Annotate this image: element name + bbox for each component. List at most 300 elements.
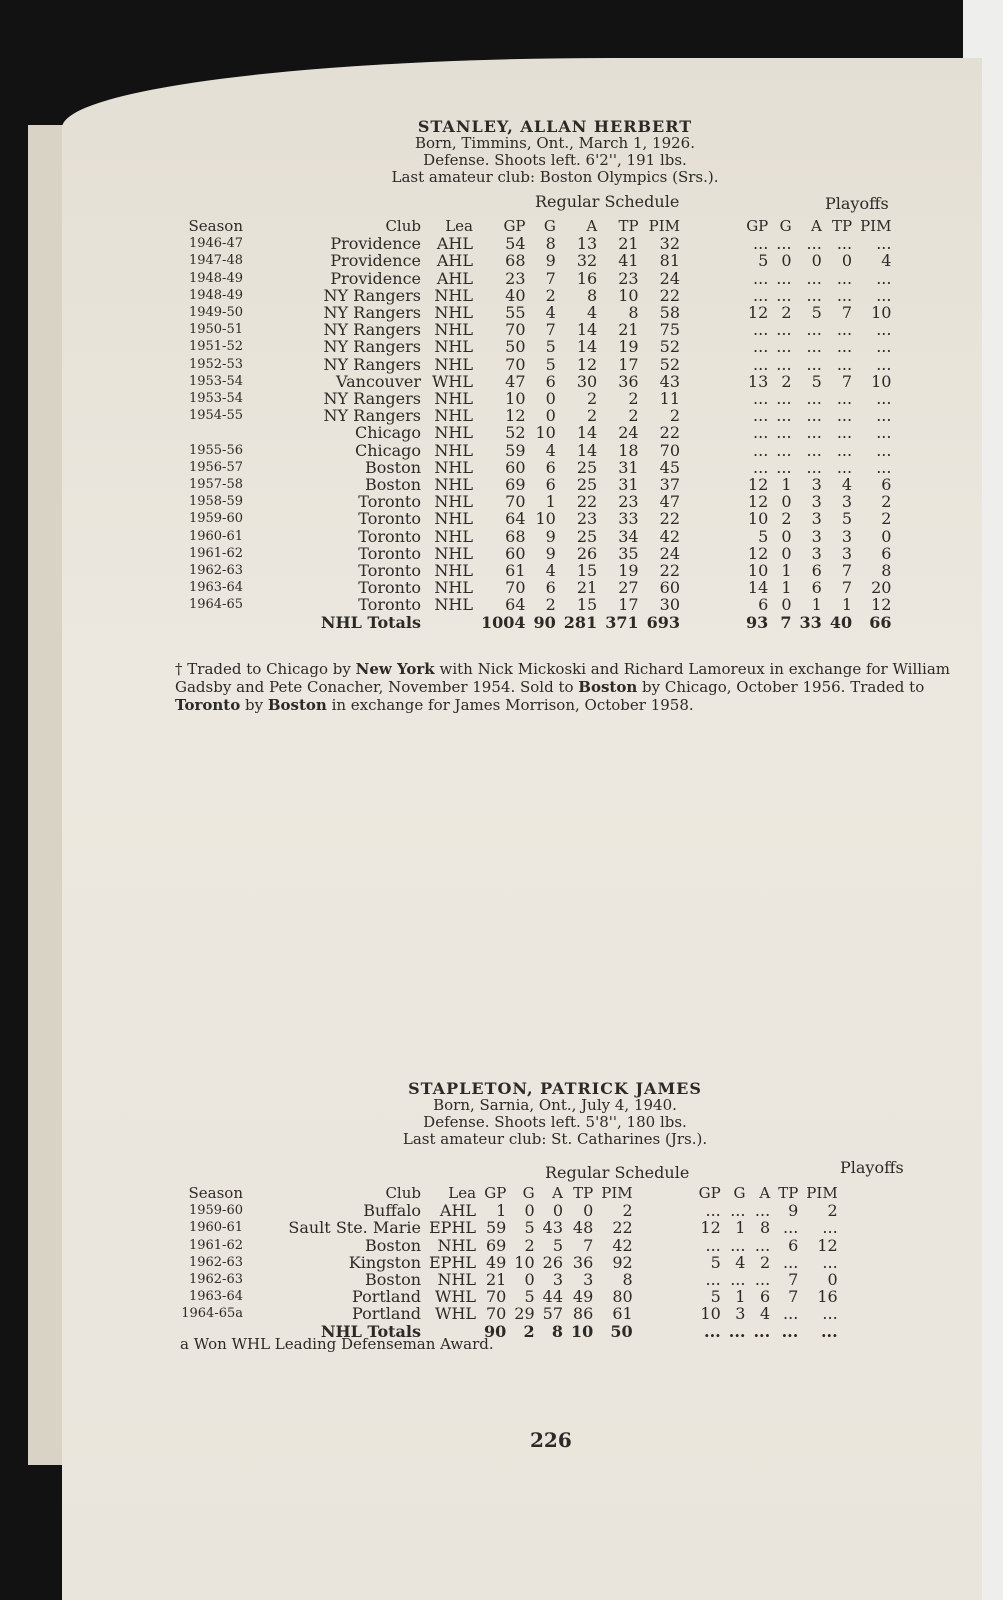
cell-season: 1959-60 (188, 511, 243, 527)
col-lea: Lea (448, 1184, 477, 1202)
cell-stat: 42 (659, 526, 681, 546)
footnote-team: Boston (267, 696, 327, 714)
cell-playoff-stat: 2 (781, 303, 792, 323)
cell-stat: 48 (572, 1218, 594, 1238)
cell-playoff-total: 66 (869, 612, 892, 632)
table-row (155, 476, 895, 493)
cell-stat: 10 (514, 1252, 535, 1272)
cell-season: 1956-57 (188, 459, 243, 475)
cell-playoff-stat: 14 (747, 578, 769, 598)
cell-lea: NHL (434, 526, 473, 546)
stats-table-stapleton (155, 1185, 842, 1340)
cell-season: 1948-49 (188, 270, 243, 286)
cell-season: 1962-63 (188, 1254, 243, 1270)
cell-gap (684, 528, 742, 545)
regular-schedule-label: Regular Schedule (535, 192, 680, 211)
cell-playoff-stat: 1 (781, 561, 792, 581)
cell-club: Toronto (358, 492, 421, 512)
cell-playoff-stat: 2 (881, 509, 892, 529)
cell-playoff-stat: ... (730, 1270, 746, 1290)
cell-gap (684, 579, 742, 596)
cell-playoff-total: ... (728, 1321, 746, 1341)
cell-playoff-stat: ... (753, 337, 769, 357)
cell-stat: 42 (612, 1235, 633, 1255)
cell-playoff-stat: 10 (747, 509, 769, 529)
cell-club: Toronto (358, 526, 421, 546)
cell-stat: 60 (659, 578, 681, 598)
cell-lea: WHL (435, 1287, 477, 1307)
cell-playoff-stat: ... (836, 320, 853, 340)
cell-playoff-stat: 0 (781, 251, 792, 271)
player-amateur-club: Last amateur club: Boston Olympics (Srs.). (391, 168, 719, 186)
cell-playoff-stat: ... (705, 1270, 721, 1290)
playoffs-label: Playoffs (840, 1158, 904, 1177)
player-born: Born, Timmins, Ont., March 1, 1926. (415, 134, 695, 152)
cell-stat: 17 (618, 354, 639, 374)
col-po-gp: GP (746, 217, 769, 235)
table-row (155, 493, 895, 510)
cell-total: 281 (563, 612, 598, 632)
cell-playoff-stat: 4 (735, 1252, 746, 1272)
cell-playoff-stat: ... (836, 423, 853, 443)
cell-lea: NHL (437, 1270, 477, 1290)
cell-club: NY Rangers (323, 406, 421, 426)
cell-stat: 80 (612, 1287, 633, 1307)
col-gap (637, 1185, 695, 1202)
cell-playoff-stat: ... (753, 354, 769, 374)
col-po-tp: TP (831, 217, 853, 235)
cell-stat: 49 (485, 1252, 507, 1272)
cell-playoff-stat: 4 (760, 1304, 771, 1324)
cell-club: Toronto (358, 578, 421, 598)
cell-playoff-stat: 6 (811, 561, 822, 581)
cell-playoff-stat: ... (836, 285, 853, 305)
cell-gap (637, 1219, 695, 1236)
cell-playoff-stat: 12 (700, 1218, 721, 1238)
cell-stat: 4 (587, 303, 598, 323)
cell-playoff-stat: 10 (700, 1304, 721, 1324)
cell-season: 1958-59 (188, 494, 243, 510)
header-row (155, 1185, 842, 1202)
cell-stat: 59 (505, 440, 526, 460)
cell-playoff-stat: 12 (747, 475, 769, 495)
cell-gap (637, 1202, 695, 1219)
col-gp: GP (503, 217, 526, 235)
cell-stat: 2 (669, 406, 681, 426)
cell-playoff-stat: ... (836, 389, 853, 409)
trade-footnote (175, 660, 955, 714)
cell-stat: 52 (659, 337, 681, 357)
cell-season: 1952-53 (188, 356, 243, 372)
cell-stat: 11 (659, 389, 681, 409)
cell-stat: 21 (618, 234, 639, 254)
cell-gap (684, 356, 742, 373)
col-po-pim: PIM (806, 1184, 838, 1202)
cell-playoff-stat: ... (806, 457, 822, 477)
cell-playoff-stat: 2 (827, 1201, 838, 1221)
playoffs-label: Playoffs (825, 194, 889, 213)
table-row (155, 528, 895, 545)
cell-total: 50 (610, 1321, 633, 1341)
cell-lea: NHL (434, 354, 473, 374)
cell-season: 1959-60 (188, 1203, 243, 1219)
cell-stat: 81 (659, 251, 681, 271)
cell-stat: 69 (485, 1235, 507, 1255)
player-header-stapleton (155, 1080, 955, 1148)
cell-stat: 4 (545, 561, 556, 581)
cell-stat: 17 (618, 595, 639, 615)
cell-lea: NHL (434, 543, 473, 563)
cell-playoff-stat: 0 (781, 492, 792, 512)
cell-playoff-stat: ... (876, 268, 892, 288)
cell-stat: 0 (583, 1201, 594, 1221)
col-g: G (522, 1184, 535, 1202)
col-tp: TP (573, 1184, 594, 1202)
cell-stat: 29 (514, 1304, 535, 1324)
col-po-tp: TP (778, 1184, 799, 1202)
cell-playoff-stat: 13 (747, 371, 769, 391)
cell-playoff-stat: 7 (841, 578, 853, 598)
cell-stat: 32 (659, 234, 681, 254)
cell-stat: 4 (545, 440, 556, 460)
cell-gap (684, 407, 742, 424)
cell-gap (684, 493, 742, 510)
cell-season: 1964-65 (188, 597, 243, 613)
cell-stat: 2 (545, 285, 556, 305)
cell-playoff-stat: 6 (881, 475, 892, 495)
cell-lea: AHL (436, 251, 473, 271)
cell-stat: 12 (505, 406, 526, 426)
cell-playoff-stat: ... (753, 320, 769, 340)
table-row (155, 442, 895, 459)
cell-stat: 23 (618, 492, 639, 512)
cell-club: Boston (365, 1235, 421, 1255)
cell-playoff-stat: 7 (788, 1270, 799, 1290)
cell-stat: 45 (659, 457, 681, 477)
cell-playoff-stat: ... (753, 423, 769, 443)
footnote-mark: † (175, 660, 183, 678)
cell-club: NY Rangers (323, 337, 421, 357)
player-amateur-club: Last amateur club: St. Catharines (Jrs.). (402, 1130, 708, 1148)
cell-season: 1961-62 (188, 545, 243, 561)
cell-stat: 9 (545, 251, 556, 271)
cell-gap (684, 424, 742, 441)
cell-stat: 70 (485, 1287, 507, 1307)
cell-playoff-stat: 1 (735, 1287, 746, 1307)
cell-stat: 61 (505, 561, 526, 581)
cell-playoff-stat: 12 (817, 1235, 838, 1255)
cell-stat: 58 (659, 303, 681, 323)
cell-stat: 70 (505, 578, 526, 598)
cell-stat: 35 (618, 543, 639, 563)
cell-lea: AHL (439, 1201, 477, 1221)
cell-playoff-stat: ... (836, 234, 853, 254)
cell-playoff-stat: ... (776, 320, 792, 340)
cell-stat: 75 (659, 320, 681, 340)
cell-stat: 41 (618, 251, 639, 271)
cell-stat: 19 (618, 561, 639, 581)
cell-lea: NHL (434, 578, 473, 598)
cell-playoff-stat: 5 (710, 1287, 721, 1307)
cell-playoff-stat: 12 (747, 543, 769, 563)
cell-gap (684, 545, 742, 562)
cell-playoff-stat: 3 (841, 526, 853, 546)
cell-stat: 26 (542, 1252, 564, 1272)
cell-playoff-stat: 6 (811, 578, 822, 598)
cell-stat: 22 (612, 1218, 633, 1238)
cell-gap (684, 287, 742, 304)
cell-lea: NHL (434, 475, 473, 495)
cell-stat: 5 (552, 1235, 564, 1255)
cell-playoff-total: 93 (746, 612, 769, 632)
cell-playoff-stat: ... (753, 234, 769, 254)
cell-stat: 69 (505, 475, 526, 495)
cell-playoff-stat: 12 (871, 595, 892, 615)
cell-playoff-stat: 3 (811, 475, 822, 495)
cell-stat: 27 (618, 578, 639, 598)
cell-playoff-stat: ... (783, 1218, 799, 1238)
cell-club: Chicago (354, 423, 421, 443)
cell-playoff-stat: ... (753, 268, 769, 288)
cell-stat: 7 (545, 320, 556, 340)
cell-playoff-stat: ... (806, 440, 822, 460)
cell-stat: 10 (535, 509, 556, 529)
cell-stat: 6 (545, 475, 556, 495)
cell-season: 1963-64 (188, 580, 243, 596)
cell-stat: 68 (505, 251, 526, 271)
cell-playoff-stat: 12 (747, 492, 769, 512)
table-row (155, 1254, 842, 1271)
table-row (155, 1202, 842, 1219)
cell-stat: 61 (612, 1304, 633, 1324)
cell-season: 1948-49 (188, 287, 243, 303)
cell-playoff-stat: 3 (811, 509, 822, 529)
cell-stat: 70 (505, 354, 526, 374)
cell-stat: 43 (659, 371, 681, 391)
cell-season (155, 424, 247, 441)
cell-playoff-stat: ... (776, 423, 792, 443)
table-row (155, 510, 895, 527)
col-g: G (543, 217, 556, 235)
cell-playoff-stat: 2 (781, 509, 792, 529)
cell-stat: 0 (552, 1201, 564, 1221)
cell-playoff-stat: ... (776, 337, 792, 357)
cell-stat: 43 (542, 1218, 564, 1238)
cell-playoff-stat: 9 (788, 1201, 799, 1221)
cell-stat: 36 (572, 1252, 594, 1272)
cell-stat: 14 (576, 423, 598, 443)
table-row (155, 596, 895, 613)
player-name: STAPLETON, PATRICK JAMES (408, 1079, 702, 1098)
cell-stat: 8 (622, 1270, 633, 1290)
cell-playoff-stat: 5 (758, 526, 769, 546)
cell-playoff-total: ... (753, 1321, 771, 1341)
cell-stat: 8 (545, 234, 556, 254)
cell-stat: 40 (505, 285, 526, 305)
cell-playoff-stat: 8 (881, 561, 892, 581)
cell-playoff-stat: ... (836, 457, 853, 477)
cell-stat: 14 (576, 320, 598, 340)
cell-playoff-stat: ... (876, 285, 892, 305)
cell-season: 1954-55 (188, 408, 243, 424)
cell-club: NY Rangers (323, 354, 421, 374)
cell-stat: 18 (618, 440, 639, 460)
cell-stat: 64 (505, 595, 526, 615)
col-tp: TP (618, 217, 639, 235)
cell-stat: 10 (618, 285, 639, 305)
cell-stat: 23 (505, 268, 526, 288)
cell-playoff-stat: ... (753, 406, 769, 426)
cell-gap (684, 596, 742, 613)
cell-gap (637, 1271, 695, 1288)
cell-playoff-stat: ... (705, 1235, 721, 1255)
cell-total: 8 (551, 1321, 564, 1341)
cell-lea: NHL (434, 595, 473, 615)
table-row (155, 407, 895, 424)
cell-playoff-stat: ... (776, 440, 792, 460)
cell-stat: 5 (545, 337, 556, 357)
cell-playoff-stat: ... (754, 1201, 771, 1221)
col-pim: PIM (648, 217, 681, 235)
cell-stat: 8 (587, 285, 598, 305)
cell-playoff-stat: ... (876, 337, 892, 357)
cell-stat: 60 (505, 543, 526, 563)
cell-playoff-stat: 4 (841, 475, 853, 495)
cell-playoff-stat: ... (876, 320, 892, 340)
cell-stat: 54 (505, 234, 526, 254)
cell-playoff-stat: 1 (735, 1218, 746, 1238)
cell-playoff-stat: 5 (811, 303, 822, 323)
cell-club: NY Rangers (323, 389, 421, 409)
cell-stat: 3 (552, 1270, 564, 1290)
cell-lea: NHL (434, 337, 473, 357)
cell-stat: 36 (618, 371, 639, 391)
cell-stat: 15 (576, 595, 598, 615)
cell-stat: 50 (505, 337, 526, 357)
cell-club: Providence (330, 268, 421, 288)
cell-season: 1951-52 (188, 339, 243, 355)
cell-playoff-stat: 7 (841, 371, 853, 391)
cell-lea: EPHL (429, 1252, 477, 1272)
cell-stat: 55 (505, 303, 526, 323)
cell-playoff-stat: 5 (758, 251, 769, 271)
cell-stat: 22 (659, 561, 681, 581)
cell-stat: 37 (659, 475, 681, 495)
cell-club: NY Rangers (323, 285, 421, 305)
table-row (155, 390, 895, 407)
cell-gap (637, 1288, 695, 1305)
cell-playoff-stat: 10 (747, 561, 769, 581)
cell-stat: 1 (496, 1201, 507, 1221)
cell-playoff-stat: ... (876, 234, 892, 254)
cell-playoff-stat: ... (776, 389, 792, 409)
cell-stat: 49 (572, 1287, 594, 1307)
table-row (155, 235, 895, 252)
cell-stat: 23 (576, 509, 598, 529)
cell-club: Buffalo (363, 1201, 421, 1221)
cell-playoff-total: 40 (829, 612, 853, 632)
cell-playoff-stat: 1 (811, 595, 822, 615)
cell-stat: 2 (524, 1235, 535, 1255)
cell-stat: 31 (618, 475, 639, 495)
cell-playoff-stat: 10 (871, 371, 892, 391)
header-row (155, 218, 895, 235)
totals-row (155, 614, 895, 631)
table-row (155, 287, 895, 304)
cell-playoff-stat: ... (836, 337, 853, 357)
cell-total: 10 (571, 1321, 594, 1341)
cell-stat: 0 (545, 406, 556, 426)
cell-playoff-stat: ... (783, 1252, 799, 1272)
footnote-team: Toronto (175, 696, 241, 714)
cell-playoff-stat: 3 (811, 543, 822, 563)
cell-gap (684, 304, 742, 321)
table-row (155, 459, 895, 476)
cell-total: 90 (484, 1321, 507, 1341)
cell-gap (684, 235, 742, 252)
cell-playoff-stat: 3 (811, 526, 822, 546)
cell-playoff-stat: 16 (817, 1287, 838, 1307)
cell-playoff-stat: ... (822, 1218, 838, 1238)
col-po-g: G (733, 1184, 746, 1202)
cell-stat: 5 (524, 1287, 535, 1307)
cell-playoff-stat: ... (753, 285, 769, 305)
cell-stat: 60 (505, 457, 526, 477)
cell-playoff-stat: 5 (811, 371, 822, 391)
table-row (155, 338, 895, 355)
cell-stat: 2 (622, 1201, 633, 1221)
cell-playoff-stat: 0 (827, 1270, 838, 1290)
cell-playoff-stat: 6 (881, 543, 892, 563)
col-gp: GP (484, 1184, 507, 1202)
cell-stat: 15 (576, 561, 598, 581)
cell-season: 1949-50 (188, 305, 243, 321)
cell-playoff-stat: ... (806, 406, 822, 426)
cell-gap (684, 338, 742, 355)
cell-gap (684, 442, 742, 459)
cell-club: Toronto (358, 509, 421, 529)
cell-gap (684, 270, 742, 287)
cell-stat: 86 (572, 1304, 594, 1324)
cell-playoff-total: 7 (780, 612, 792, 632)
cell-stat: 7 (545, 268, 556, 288)
col-a: A (586, 217, 598, 235)
cell-playoff-stat: ... (876, 389, 892, 409)
cell-stat: 92 (612, 1252, 633, 1272)
cell-stat: 68 (505, 526, 526, 546)
cell-playoff-stat: ... (776, 457, 792, 477)
table-row (155, 270, 895, 287)
cell-playoff-stat: ... (836, 354, 853, 374)
cell-lea: WHL (435, 1304, 477, 1324)
cell-playoff-stat: 3 (811, 492, 822, 512)
cell-stat: 22 (576, 492, 598, 512)
table-row (155, 252, 895, 269)
footnote-team: New York (355, 660, 435, 678)
cell-playoff-stat: ... (806, 423, 822, 443)
footnote-text: with Nick Mickoski and Richard Lamoreux in exchange for William Gadsby and Pete Conacher, November 1954. Sold to (175, 660, 950, 696)
cell-playoff-stat: 0 (811, 251, 822, 271)
cell-stat: 13 (576, 234, 598, 254)
col-po-a: A (810, 217, 822, 235)
cell-total: 371 (605, 612, 639, 632)
cell-lea: NHL (434, 303, 473, 323)
cell-playoff-stat: ... (776, 268, 792, 288)
page-number: 226 (530, 1428, 572, 1452)
cell-stat: 0 (524, 1201, 535, 1221)
cell-playoff-total: 33 (799, 612, 822, 632)
cell-playoff-stat: 5 (710, 1252, 721, 1272)
